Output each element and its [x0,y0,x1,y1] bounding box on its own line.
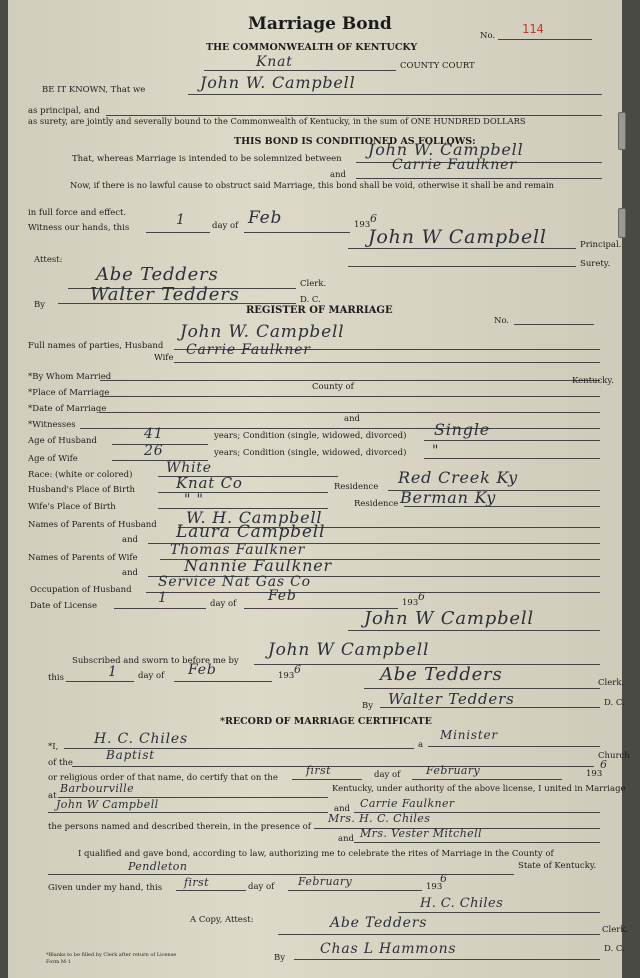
condition-husband-value: Single [434,420,491,439]
persons-text: the persons named and described therein, in the presence of [48,822,311,832]
as-principal-text: as principal, and [28,106,100,116]
principal-signature: John W Campbell [368,226,547,248]
officiant-name: H. C. Chiles [94,731,188,747]
authority-text: Kentucky, under authority of the above license, I united in Marriage [332,784,626,794]
given-year-prefix: 193 [426,882,443,892]
witness-day: 1 [176,212,186,228]
husband-birth-label: Husband's Place of Birth [28,485,135,495]
husband-birth-value: Knat Co [176,474,243,492]
county-name: Knat [256,54,293,70]
county-of-label: County of [312,382,354,392]
parent-wife-2: Nannie Faulkner [184,556,332,575]
church-denomination: Baptist [106,748,155,762]
witness-year-suffix: 6 [370,212,378,225]
cert-clerk-signature: Abe Tedders [330,915,428,931]
parents-husband-label: Names of Parents of Husband [28,520,157,530]
church-label: Church [598,751,630,761]
bond-number: 114 [522,22,544,36]
cert-and-label: and [334,804,350,814]
bond-by-label: By [34,300,46,310]
attest-label: Attest: [34,255,63,265]
document-title: Marriage Bond [248,14,392,34]
register-heading: REGISTER OF MARRIAGE [246,305,393,316]
full-names-label: Full names of parties, Husband [28,341,164,351]
cert-i-label: *I, [48,742,59,752]
witness-year-prefix: 193 [354,220,371,230]
cert-year-suffix: 6 [600,758,608,771]
condition-wife-label: years; Condition (single, widowed, divorced) [214,448,407,458]
date-license-label: Date of License [30,601,98,611]
cert-county: Pendleton [128,860,188,873]
age-wife-value: 26 [144,443,164,459]
husband-residence-value: Red Creek Ky [398,468,519,487]
bond-clerk-signature: Abe Tedders [96,264,219,285]
occupation-label: Occupation of Husband [30,585,132,595]
register-by-label: By [362,701,374,711]
husband-full-name: John W. Campbell [180,322,345,342]
wife-birth-label: Wife's Place of Birth [28,502,116,512]
wife-residence-label: Residence [354,499,399,509]
marriage-location: Barbourville [60,782,134,795]
occupation-value: Service Nat Gas Co [158,574,311,590]
sworn-day: 1 [108,664,118,680]
at-label: at [48,791,57,801]
given-day: first [184,876,209,889]
parents-wife-label: Names of Parents of Wife [28,553,138,563]
as-surety-text: as surety, are jointly and severally bound to the Commonwealth of Kentucky, in the sum of ONE HUNDRED DOLLARS [28,116,526,126]
parent-husband-2: Laura Campbell [176,522,326,542]
license-day: 1 [158,590,168,606]
cert-by-label: By [274,953,286,963]
place-label: *Place of Marriage [28,388,110,398]
footnote-text: *Blanks to be filled by Clerk after return of License [46,952,177,958]
bond-number-label: No. [480,31,496,41]
license-day-of: day of [210,599,237,609]
date-label: *Date of Marriage [28,404,107,414]
sworn-month: Feb [188,662,217,678]
register-no-label: No. [494,316,510,326]
marriage-bond-document [8,0,630,978]
cert-dc-signature: Chas L Hammons [320,941,457,957]
in-force-text: in full force and effect. [28,208,127,218]
race-value: White [166,460,212,476]
license-year-prefix: 193 [402,598,419,608]
bond-clerk-label: Clerk. [300,279,327,289]
and-label: and [330,170,346,180]
conditioned-heading: THIS BOND IS CONDITIONED AS FOLLOWS: [234,136,476,147]
register-clerk-signature: Abe Tedders [380,664,503,685]
bride-name: Carrie Faulkner [360,797,455,810]
parent-wife-1: Thomas Faulkner [170,542,306,558]
state-label: State of Kentucky. [518,861,597,871]
binder-clip-top [618,112,626,150]
now-if-text: Now, if there is no lawful cause to obstruct said Marriage, this bond shall be void, otherwise it shall be and remain [70,180,554,190]
kentucky-label: Kentucky. [572,376,614,386]
license-year-suffix: 6 [418,590,426,603]
sworn-day-of: day of [138,671,165,681]
sworn-this-label: this [48,673,64,683]
witness-one: Mrs. H. C. Chiles [328,812,431,825]
given-text: Given under my hand, this [48,883,163,893]
county-court-label: COUNTY COURT [400,61,475,71]
cert-day: first [306,764,331,777]
condition-husband-label: years; Condition (single, widowed, divorced) [214,431,407,441]
religious-order-text: or religious order of that name, do certify that on the [48,773,278,783]
condition-wife-value: " [432,443,440,459]
wife-label: Wife [154,353,174,363]
wife-birth-value: " " [184,492,204,508]
qualified-text: I qualified and gave bond, according to law, authorizing me to celebrate the rites of Marriage in the County of [78,849,554,859]
party-one-name: John W. Campbell [368,140,524,159]
cert-a-label: a [418,740,424,750]
be-it-known-text: BE IT KNOWN, That we [42,85,146,95]
cert-year-prefix: 193 [586,769,603,779]
bond-principal-name: John W. Campbell [200,73,356,92]
given-month: February [298,875,353,888]
whereas-text: That, whereas Marriage is intended to be solemnized between [72,154,342,164]
form-number: Form M-1 [46,959,71,965]
party-two-name: Carrie Faulkner [392,157,517,173]
wife-residence-value: Berman Ky [400,488,497,507]
license-month: Feb [268,588,297,604]
subscriber-name: John W Campbell [268,640,430,660]
surety-label: Surety. [580,259,611,269]
of-the-label: of the [48,758,73,768]
bond-dc-signature: Walter Tedders [90,284,240,305]
witness-day-of: day of [212,221,239,231]
subscribed-text: Subscribed and sworn to before me by [72,656,239,666]
by-whom-label: *By Whom Married [28,372,112,382]
parents-and-label-1: and [122,535,138,545]
sworn-year-prefix: 193 [278,671,295,681]
copy-attest-label: A Copy, Attest: [190,915,254,925]
register-signature: John W Campbell [364,608,534,629]
wife-full-name: Carrie Faulkner [186,342,311,358]
given-day-of: day of [248,882,275,892]
cert-month: February [426,764,481,777]
bond-dc-label: D. C. [300,295,321,305]
age-wife-label: Age of Wife [28,454,78,464]
sworn-year-suffix: 6 [294,663,302,676]
commonwealth-heading: THE COMMONWEALTH OF KENTUCKY [206,42,418,53]
cert-and-label-2: and [338,834,354,844]
witness-text: Witness our hands, this [28,223,130,233]
parents-and-label-2: and [122,568,138,578]
cert-day-of: day of [374,770,401,780]
witnesses-label: *Witnesses [28,420,76,430]
binder-clip-bottom [618,208,626,238]
register-clerk-label: Clerk. [598,678,625,688]
parent-husband-1: W. H. Campbell [186,508,323,527]
groom-name: John W Campbell [56,798,159,811]
witness-month: Feb [248,208,283,228]
minister-signature: H. C. Chiles [420,896,504,911]
given-year-suffix: 6 [440,872,448,885]
certificate-heading: *RECORD OF MARRIAGE CERTIFICATE [220,716,432,727]
age-husband-value: 41 [144,426,164,442]
witnesses-and: and [344,414,360,424]
register-dc-signature: Walter Tedders [388,690,515,708]
race-label: Race: (white or colored) [28,470,133,480]
register-dc-label: D. C. [604,698,625,708]
age-husband-label: Age of Husband [28,436,97,446]
witness-two: Mrs. Vester Mitchell [360,827,482,840]
husband-residence-label: Residence [334,482,379,492]
cert-dc-label: D. C. [604,944,625,954]
cert-clerk-label: Clerk. [602,925,629,935]
principal-label: Principal. [580,240,622,250]
officiant-role: Minister [440,728,498,742]
